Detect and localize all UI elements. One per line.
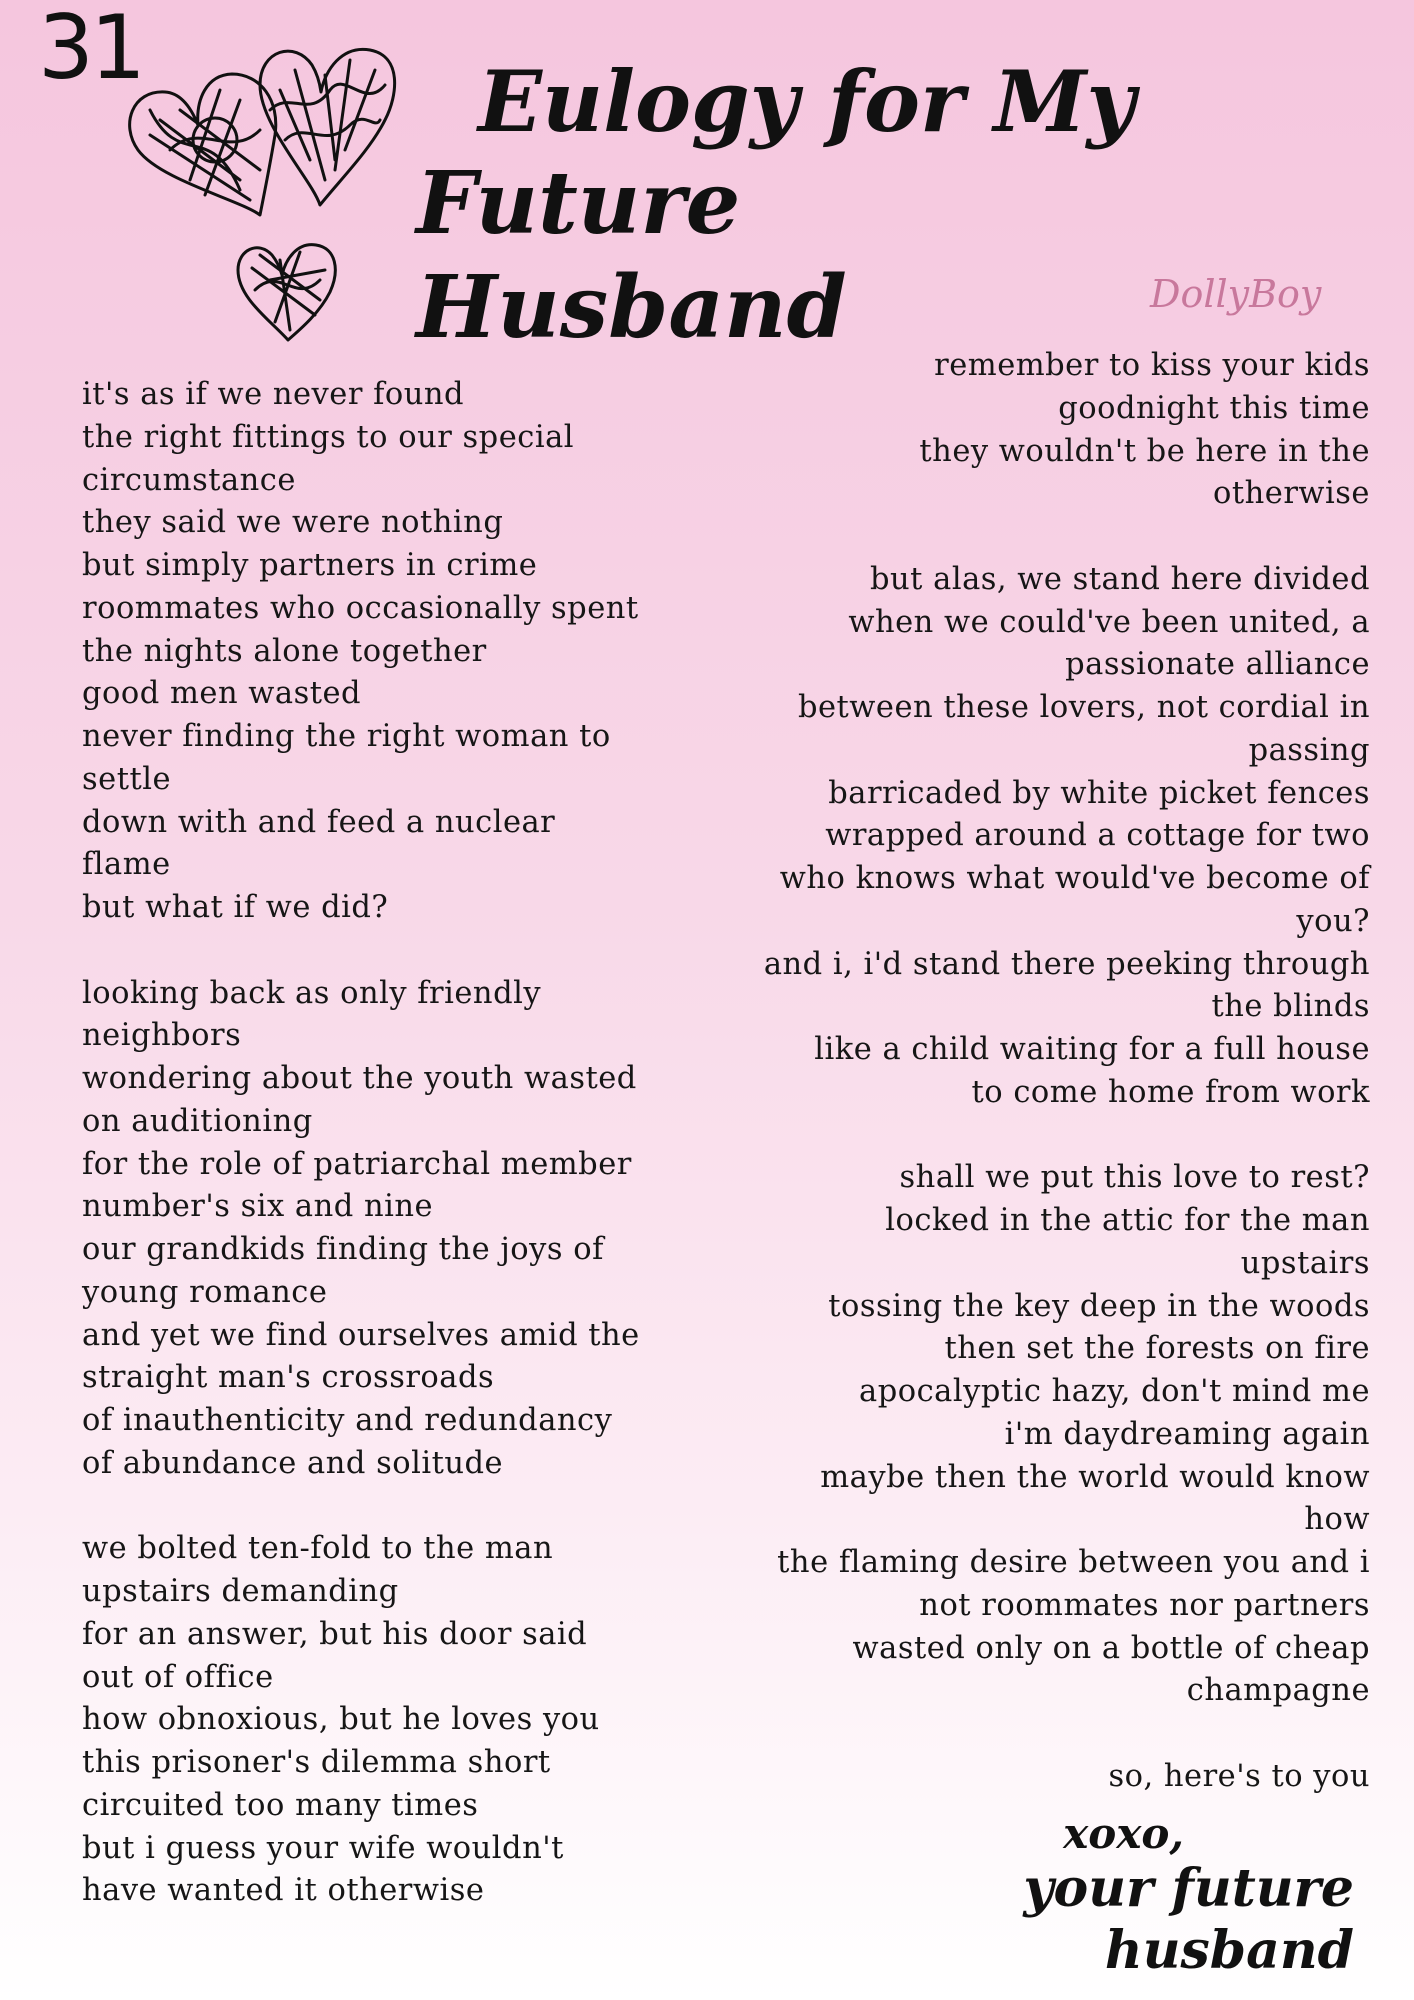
poem-line: we bolted ten-fold to the man bbox=[82, 1531, 554, 1567]
poem-line: number's six and nine bbox=[82, 1189, 434, 1225]
poem-line: flame bbox=[82, 847, 171, 883]
poem-line: wasted only on a bottle of cheap bbox=[852, 1630, 1370, 1666]
poem-line: but simply partners in crime bbox=[82, 548, 538, 583]
poem-line: it's as if we never found bbox=[82, 377, 465, 412]
signoff bbox=[794, 1810, 1354, 1982]
poem-line: looking back as only friendly bbox=[82, 975, 542, 1011]
poem-line: upstairs bbox=[1240, 1245, 1370, 1281]
poem-line: wondering about the youth wasted bbox=[82, 1061, 637, 1096]
poem-line: our grandkids finding the joys of bbox=[82, 1232, 604, 1267]
poem-line: passionate alliance bbox=[1065, 647, 1370, 683]
poem-line: how obnoxious, but he loves you bbox=[82, 1702, 600, 1738]
poem-line: of abundance and solitude bbox=[82, 1445, 504, 1481]
poem-line: never finding the right woman to bbox=[82, 719, 611, 754]
poem-line: maybe then the world would know bbox=[820, 1459, 1370, 1495]
poem-line: who knows what would've become of bbox=[779, 861, 1370, 896]
poem-line: this prisoner's dilemma short bbox=[82, 1745, 551, 1780]
poem-line: circuited too many times bbox=[82, 1787, 479, 1823]
poem-line: and yet we find ourselves amid the bbox=[82, 1317, 640, 1353]
poem-line: goodnight this time bbox=[1058, 390, 1370, 426]
poem-line: the right fittings to our special bbox=[82, 419, 575, 455]
poem-line: young romance bbox=[82, 1274, 328, 1310]
poem-line: tossing the key deep in the woods bbox=[828, 1288, 1370, 1324]
poem-line: the nights alone together bbox=[82, 633, 487, 669]
poem-line: down with and feed a nuclear bbox=[82, 804, 556, 840]
poem-line: wrapped around a cottage for two bbox=[825, 818, 1370, 854]
hearts-doodle bbox=[120, 30, 420, 350]
right-column-stanzas bbox=[640, 345, 1370, 1799]
scribbled-heart-icon bbox=[260, 49, 395, 205]
poem-line: upstairs demanding bbox=[82, 1574, 399, 1609]
signoff-xoxo: xoxo, bbox=[1063, 1809, 1184, 1858]
stanza-break bbox=[640, 516, 1370, 559]
poem-line: for the role of patriarchal member bbox=[82, 1146, 632, 1182]
poem-line: but what if we did? bbox=[82, 890, 389, 925]
title-line-2: Future Husband bbox=[416, 153, 847, 358]
poem-line: barricaded by white picket fences bbox=[828, 775, 1370, 811]
scribbled-heart-icon bbox=[238, 245, 335, 340]
poem-line: they said we were nothing bbox=[82, 505, 504, 541]
poem-line: to come home from work bbox=[971, 1074, 1370, 1110]
poem-line: then set the forests on fire bbox=[944, 1331, 1370, 1367]
page-number: 31 bbox=[38, 0, 142, 99]
poem-line: they wouldn't be here in the bbox=[919, 433, 1370, 469]
poem-line: roommates who occasionally spent bbox=[82, 590, 639, 626]
poem-line: how bbox=[1304, 1502, 1370, 1538]
poem-line: apocalyptic hazy, don't mind me bbox=[859, 1374, 1370, 1409]
poem-line: when we could've been united, a bbox=[848, 604, 1370, 640]
poem-line: but i guess your wife wouldn't bbox=[82, 1830, 564, 1866]
poem-line: otherwise bbox=[1213, 476, 1370, 512]
signoff-signature: your future husband bbox=[1023, 1858, 1354, 1981]
stanza-break bbox=[640, 1713, 1370, 1756]
poem-line: and i, i'd stand there peeking through bbox=[763, 946, 1370, 982]
poem-line: but alas, we stand here divided bbox=[870, 561, 1370, 597]
poem-line: straight man's crossroads bbox=[82, 1360, 495, 1396]
poem-line: remember to kiss your kids bbox=[934, 348, 1370, 383]
poem-line: on auditioning bbox=[82, 1103, 313, 1139]
poem-line: locked in the attic for the man bbox=[885, 1203, 1370, 1238]
poem-line: champagne bbox=[1186, 1673, 1370, 1709]
poem-line: i'm daydreaming again bbox=[1004, 1416, 1370, 1452]
poem-line: for an answer, but his door said bbox=[82, 1616, 588, 1652]
scribbled-heart-icon bbox=[130, 74, 276, 215]
poem-line: so, here's to you bbox=[1108, 1758, 1370, 1794]
poem-line: settle bbox=[82, 761, 172, 797]
poem-line: the flaming desire between you and i bbox=[777, 1545, 1370, 1580]
poem-line: not roommates nor partners bbox=[919, 1587, 1370, 1623]
title-line-1: Eulogy for My bbox=[478, 52, 1136, 151]
poem-line: out of office bbox=[82, 1659, 274, 1695]
poem-line: circumstance bbox=[82, 462, 296, 498]
poem-line: have wanted it otherwise bbox=[82, 1873, 485, 1909]
poem-line: good men wasted bbox=[82, 676, 362, 712]
poem-line: you? bbox=[1296, 903, 1370, 939]
author-name: DollyBoy bbox=[1150, 272, 1322, 316]
poem-line: the blinds bbox=[1211, 989, 1370, 1025]
poem-line: of inauthenticity and redundancy bbox=[82, 1403, 613, 1438]
poem-line: passing bbox=[1248, 732, 1370, 768]
stanza-break bbox=[640, 1115, 1370, 1158]
poem-title bbox=[380, 52, 1160, 360]
poem-line: like a child waiting for a full house bbox=[814, 1032, 1370, 1067]
poem-line: shall we put this love to rest? bbox=[899, 1160, 1370, 1196]
poem-line: neighbors bbox=[82, 1018, 242, 1054]
poem-line: between these lovers, not cordial in bbox=[797, 690, 1370, 725]
